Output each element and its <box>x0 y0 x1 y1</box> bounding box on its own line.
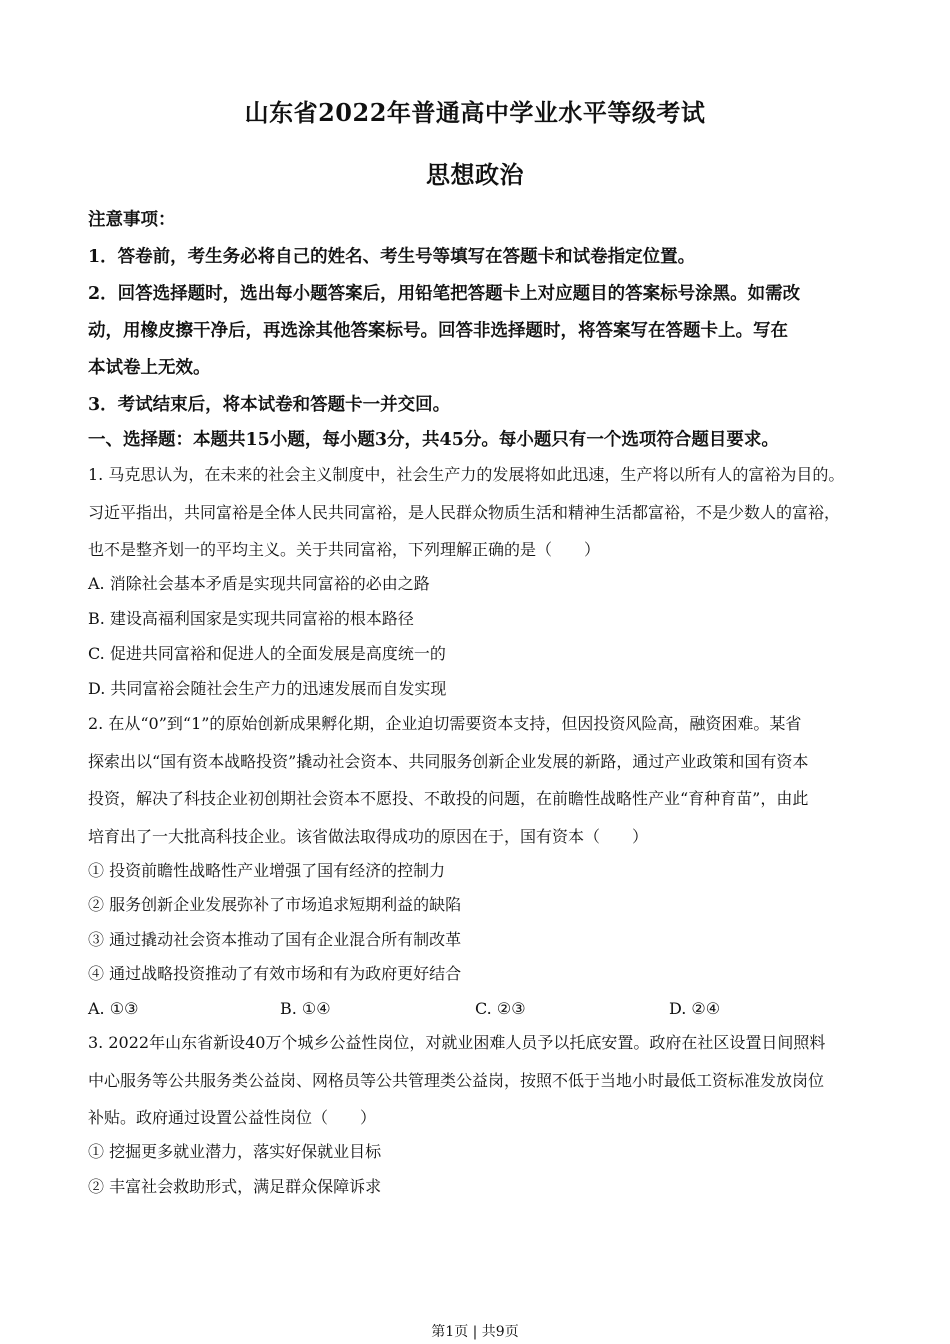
q1-option-b: B. 建设高福利国家是实现共同富裕的根本路径 <box>88 609 414 628</box>
q1-option-c: C. 促进共同富裕和促进人的全面发展是高度统一的 <box>88 644 446 663</box>
q2-option-d: D. ②④ <box>669 999 721 1018</box>
q2-stem-line-1: 2. 在从“0”到“1”的原始创新成果孵化期，企业迫切需要资本支持，但因投资风险高，融资困难。某省 <box>88 714 802 733</box>
q1-stem-line-3: 也不是整齐划一的平均主义。关于共同富裕，下列理解正确的是（ ） <box>88 540 601 559</box>
q2-statement-4: ④ 通过战略投资推动了有效市场和有为政府更好结合 <box>88 964 462 983</box>
section-heading: 一、选择题：本题共15小题，每小题3分，共45分。每小题只有一个选项符合题目要求。 <box>88 430 779 450</box>
q2-stem-line-2: 探索出以“国有资本战略投资”撬动社会资本、共同服务创新企业发展的新路，通过产业政策和国有资本 <box>88 752 809 771</box>
q1-stem-line-2: 习近平指出，共同富裕是全体人民共同富裕，是人民群众物质生活和精神生活都富裕，不是少数人的富裕， <box>88 503 841 522</box>
notice-item-2-line-3: 本试卷上无效。 <box>88 358 211 378</box>
notice-item-1: 1．答卷前，考生务必将自己的姓名、考生号等填写在答题卡和试卷指定位置。 <box>88 247 696 267</box>
q2-stem-line-3: 投资，解决了科技企业初创期社会资本不愿投、不敢投的问题，在前瞻性战略性产业“育种育苗”，由此 <box>88 789 809 808</box>
q2-option-c: C. ②③ <box>475 999 526 1018</box>
q3-stem-line-3: 补贴。政府通过设置公益性岗位（ ） <box>88 1108 377 1127</box>
q1-option-d: D. 共同富裕会随社会生产力的迅速发展而自发实现 <box>88 679 447 698</box>
q1-stem-line-1: 1. 马克思认为，在未来的社会主义制度中，社会生产力的发展将如此迅速，生产将以所有人的富裕为目的。 <box>88 465 845 484</box>
notice-item-2-line-1: 2．回答选择题时，选出每小题答案后，用铅笔把答题卡上对应题目的答案标号涂黑。如需改 <box>88 284 801 304</box>
q1-option-a: A. 消除社会基本矛盾是实现共同富裕的必由之路 <box>88 574 430 593</box>
notice-heading: 注意事项： <box>88 210 176 230</box>
q3-stem-line-1: 3. 2022年山东省新设40万个城乡公益性岗位，对就业困难人员予以托底安置。政府在社区设置日间照料 <box>88 1033 826 1052</box>
q2-option-a: A. ①③ <box>88 999 139 1018</box>
q2-statement-1: ① 投资前瞻性战略性产业增强了国有经济的控制力 <box>88 861 446 880</box>
q2-option-b: B. ①④ <box>280 999 331 1018</box>
exam-title: 山东省2022年普通高中学业水平等级考试 <box>244 98 706 127</box>
q2-statement-3: ③ 通过撬动社会资本推动了国有企业混合所有制改革 <box>88 930 462 949</box>
q3-stem-line-2: 中心服务等公共服务类公益岗、网格员等公共管理类公益岗，按照不低于当地小时最低工资标准发放岗位 <box>88 1071 825 1090</box>
page-number: 第1页 | 共9页 <box>431 1324 519 1340</box>
q2-statement-2: ② 服务创新企业发展弥补了市场追求短期利益的缺陷 <box>88 895 462 914</box>
q3-statement-1: ① 挖掘更多就业潜力，落实好保就业目标 <box>88 1142 382 1161</box>
notice-item-3: 3．考试结束后，将本试卷和答题卡一并交回。 <box>88 395 451 415</box>
q3-statement-2: ② 丰富社会救助形式，满足群众保障诉求 <box>88 1177 382 1196</box>
notice-item-2-line-2: 动，用橡皮擦干净后，再选涂其他答案标号。回答非选择题时，将答案写在答题卡上。写在 <box>88 321 788 341</box>
subject-title: 思想政治 <box>426 160 524 189</box>
q2-stem-line-4: 培育出了一大批高科技企业。该省做法取得成功的原因在于，国有资本（ ） <box>88 827 649 846</box>
